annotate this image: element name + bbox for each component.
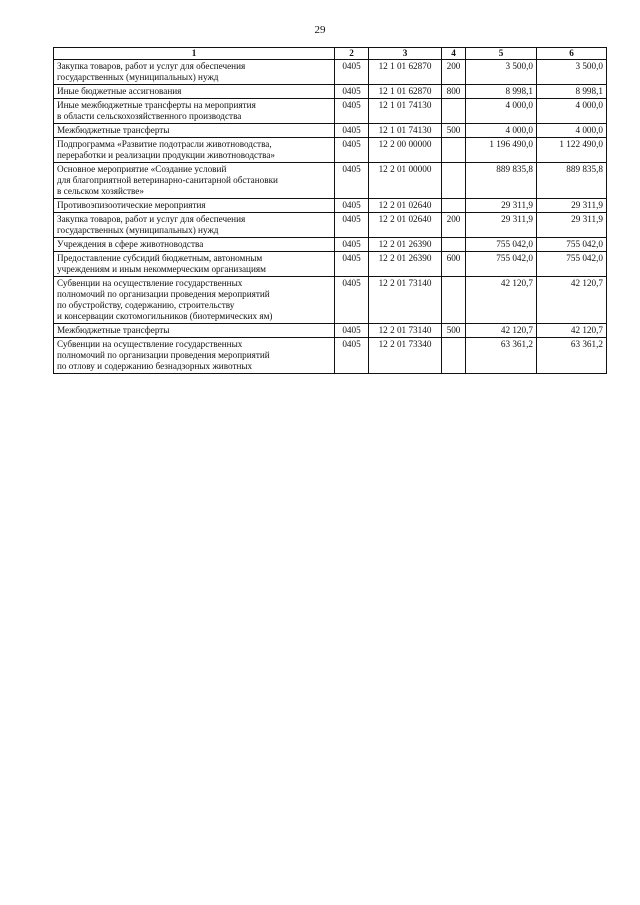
budget-table [53, 47, 607, 374]
row-type-cell: 200 [442, 213, 466, 238]
table-row [54, 138, 607, 163]
row-value5-cell: 29 311,9 [466, 213, 537, 238]
row-value6-cell: 29 311,9 [537, 199, 607, 213]
row-code-cell: 12 2 01 73340 [369, 338, 442, 374]
row-name-cell: Основное мероприятие «Создание условий для благоприятной ветеринарно-санитарной обстановки в сельском хозяйстве» [54, 163, 335, 199]
row-name-cell: Закупка товаров, работ и услуг для обеспечения государственных (муниципальных) нужд [54, 60, 335, 85]
header-row [54, 48, 607, 60]
row-code-cell: 12 2 01 26390 [369, 238, 442, 252]
row-name-cell: Субвенции на осуществление государственных полномочий по организации проведения мероприятий по обустройству, содержанию, строительству и консервации скотомогильников (биотермических ям) [54, 277, 335, 324]
row-type-cell [442, 99, 466, 124]
table-row [54, 213, 607, 238]
table-row [54, 338, 607, 374]
row-name-cell: Иные межбюджетные трансферты на мероприятия в области сельскохозяйственного производства [54, 99, 335, 124]
table-row [54, 277, 607, 324]
row-value5-cell: 4 000,0 [466, 124, 537, 138]
row-value5-cell: 889 835,8 [466, 163, 537, 199]
row-code-cell: 12 2 01 26390 [369, 252, 442, 277]
row-name-cell: Закупка товаров, работ и услуг для обеспечения государственных (муниципальных) нужд [54, 213, 335, 238]
column-header: 5 [466, 48, 537, 60]
column-header: 1 [54, 48, 335, 60]
row-code-cell: 12 2 01 73140 [369, 277, 442, 324]
row-section-cell: 0405 [335, 338, 369, 374]
table-row [54, 324, 607, 338]
row-type-cell [442, 199, 466, 213]
table-row [54, 252, 607, 277]
row-code-cell: 12 1 01 62870 [369, 85, 442, 99]
row-type-cell: 200 [442, 60, 466, 85]
row-name-cell: Предоставление субсидий бюджетным, автономным учреждениям и иным некоммерческим организациям [54, 252, 335, 277]
row-type-cell [442, 138, 466, 163]
row-code-cell: 12 1 01 62870 [369, 60, 442, 85]
row-value5-cell: 3 500,0 [466, 60, 537, 85]
row-value5-cell: 755 042,0 [466, 252, 537, 277]
table-row [54, 85, 607, 99]
table-row [54, 199, 607, 213]
row-type-cell: 600 [442, 252, 466, 277]
row-value6-cell: 42 120,7 [537, 277, 607, 324]
row-value6-cell: 4 000,0 [537, 99, 607, 124]
row-code-cell: 12 2 01 02640 [369, 213, 442, 238]
row-type-cell: 500 [442, 324, 466, 338]
row-section-cell: 0405 [335, 277, 369, 324]
row-code-cell: 12 1 01 74130 [369, 124, 442, 138]
table-row [54, 163, 607, 199]
row-value6-cell: 42 120,7 [537, 324, 607, 338]
row-value5-cell: 1 196 490,0 [466, 138, 537, 163]
row-value5-cell: 29 311,9 [466, 199, 537, 213]
row-name-cell: Межбюджетные трансферты [54, 124, 335, 138]
table-body [54, 60, 607, 374]
row-type-cell [442, 163, 466, 199]
column-header: 4 [442, 48, 466, 60]
row-code-cell: 12 2 01 02640 [369, 199, 442, 213]
row-section-cell: 0405 [335, 213, 369, 238]
row-type-cell: 500 [442, 124, 466, 138]
row-type-cell [442, 338, 466, 374]
row-section-cell: 0405 [335, 324, 369, 338]
row-value5-cell: 755 042,0 [466, 238, 537, 252]
row-value5-cell: 42 120,7 [466, 277, 537, 324]
row-section-cell: 0405 [335, 163, 369, 199]
row-value5-cell: 42 120,7 [466, 324, 537, 338]
row-section-cell: 0405 [335, 238, 369, 252]
row-section-cell: 0405 [335, 124, 369, 138]
row-value6-cell: 3 500,0 [537, 60, 607, 85]
row-code-cell: 12 2 01 00000 [369, 163, 442, 199]
row-code-cell: 12 1 01 74130 [369, 99, 442, 124]
row-value6-cell: 889 835,8 [537, 163, 607, 199]
column-header: 6 [537, 48, 607, 60]
row-value6-cell: 1 122 490,0 [537, 138, 607, 163]
row-value6-cell: 755 042,0 [537, 252, 607, 277]
row-value6-cell: 8 998,1 [537, 85, 607, 99]
column-header: 2 [335, 48, 369, 60]
row-value6-cell: 63 361,2 [537, 338, 607, 374]
table-row [54, 99, 607, 124]
row-section-cell: 0405 [335, 99, 369, 124]
row-value5-cell: 4 000,0 [466, 99, 537, 124]
row-value6-cell: 755 042,0 [537, 238, 607, 252]
row-type-cell [442, 238, 466, 252]
table-row [54, 124, 607, 138]
row-code-cell: 12 2 01 73140 [369, 324, 442, 338]
row-name-cell: Противоэпизоотические мероприятия [54, 199, 335, 213]
row-section-cell: 0405 [335, 60, 369, 85]
row-section-cell: 0405 [335, 85, 369, 99]
row-type-cell: 800 [442, 85, 466, 99]
row-section-cell: 0405 [335, 138, 369, 163]
table-row [54, 60, 607, 85]
row-name-cell: Подпрограмма «Развитие подотрасли животноводства, переработки и реализации продукции животноводства» [54, 138, 335, 163]
row-type-cell [442, 277, 466, 324]
row-name-cell: Межбюджетные трансферты [54, 324, 335, 338]
row-value5-cell: 8 998,1 [466, 85, 537, 99]
row-name-cell: Иные бюджетные ассигнования [54, 85, 335, 99]
page-number: 29 [314, 24, 326, 36]
row-section-cell: 0405 [335, 199, 369, 213]
row-name-cell: Учреждения в сфере животноводства [54, 238, 335, 252]
row-value6-cell: 29 311,9 [537, 213, 607, 238]
row-code-cell: 12 2 00 00000 [369, 138, 442, 163]
row-name-cell: Субвенции на осуществление государственных полномочий по организации проведения мероприятий по отлову и содержанию безнадзорных животных [54, 338, 335, 374]
column-header: 3 [369, 48, 442, 60]
table-row [54, 238, 607, 252]
row-section-cell: 0405 [335, 252, 369, 277]
row-value6-cell: 4 000,0 [537, 124, 607, 138]
row-value5-cell: 63 361,2 [466, 338, 537, 374]
